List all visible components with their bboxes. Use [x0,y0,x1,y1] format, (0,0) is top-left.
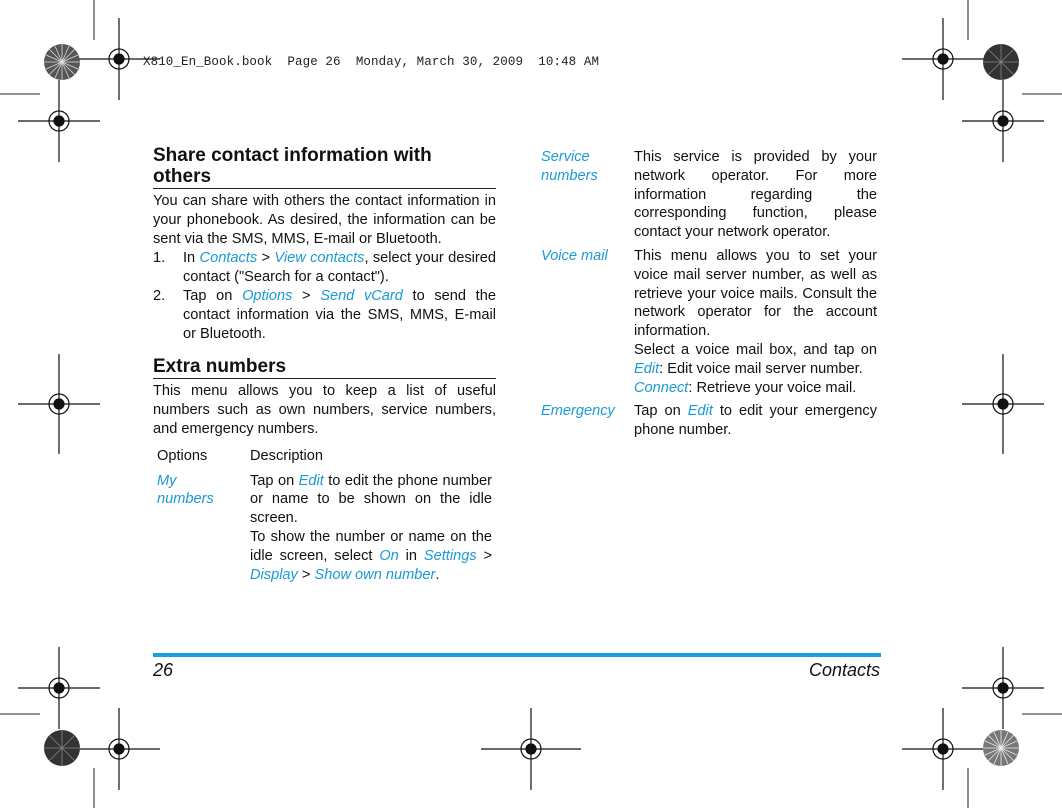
registration-target-icon [481,708,581,790]
section-heading-extra-numbers: Extra numbers [153,356,496,379]
registration-target-icon [962,80,1044,162]
registration-target-icon [962,647,1044,729]
menu-link-on: On [379,547,399,564]
starburst-mark-icon [44,44,80,80]
menu-link-send-vcard: Send vCard [320,287,403,304]
menu-link-show-own-number: Show own number [314,566,436,583]
registration-target-icon [18,80,100,162]
registration-target-icon [902,708,984,790]
menu-link-edit: Edit [298,472,324,489]
step-item: 2. Tap on Options > Send vCard to send the contact information via the SMS, MMS, E-mail or Bluetooth. [153,287,496,342]
left-column [153,145,496,584]
registration-target-icon [18,647,100,729]
share-steps [153,249,496,343]
option-service-numbers: Service numbers [541,149,598,184]
menu-link-edit: Edit [634,360,660,377]
starburst-mark-icon [44,730,80,766]
menu-link-display: Display [250,566,298,583]
registration-target-icon [18,354,100,454]
registration-target-icon [78,708,160,790]
option-description: This menu allows you to set your voice mail server number, as well as retrieve your voice mails. Consult the network operator for the account information. Select a voice mail box, and tap on Edit: Edit voice mail server number. Connect: Retrieve your voice mail. [634,247,877,396]
starburst-mark-icon [983,730,1019,766]
option-emergency: Emergency [541,403,615,420]
table-header-row [153,447,496,472]
registration-target-icon [962,354,1044,454]
starburst-mark-icon [983,44,1019,80]
menu-link-options: Options [242,287,293,304]
table-row [541,242,877,397]
header-options: Options [157,447,208,464]
section-heading-share: Share contact information with others [153,145,496,189]
right-column [541,148,877,440]
footer-section-title: Contacts [808,660,880,680]
menu-link-edit: Edit [687,403,713,420]
option-description: Tap on Edit to edit the phone number or name to be shown on the idle screen. To show the number or name on the idle screen, select On in Settings > Display > Show own number. [250,472,493,583]
table-row [541,148,877,242]
menu-link-contacts: Contacts [199,250,258,267]
menu-link-view-contacts: View contacts [274,250,365,267]
option-my-numbers: My numbers [157,472,214,508]
option-voice-mail: Voice mail [541,247,608,264]
table-row [153,472,496,585]
extra-numbers-intro: This menu allows you to keep a list of useful numbers such as own numbers, service numbers, and emergency numbers. [153,383,496,437]
book-file-stamp: X810_En_Book.book Page 26 Monday, March 30, 2009 10:48 AM [143,55,600,69]
option-description: This service is provided by your network operator. For more information regarding the corresponding function, please contact your network operator. [634,149,877,241]
step-item: 1. In Contacts > View contacts, select your desired contact ("Search for a contact"). [153,250,496,286]
header-description: Description [250,447,323,464]
menu-link-connect: Connect [634,379,689,396]
options-table [153,447,496,585]
page-number: 26 [153,660,174,680]
registration-target-icon [902,18,984,100]
table-row [541,397,877,440]
menu-link-settings: Settings [423,547,477,564]
option-description: Tap on Edit to edit your emergency phone number. [634,403,877,439]
footer-rule [153,653,881,657]
options-table-continued [541,148,877,440]
share-intro: You can share with others the contact information in your phonebook. As desired, the information can be sent via the SMS, MMS, E-mail or Bluetooth. [153,193,496,247]
